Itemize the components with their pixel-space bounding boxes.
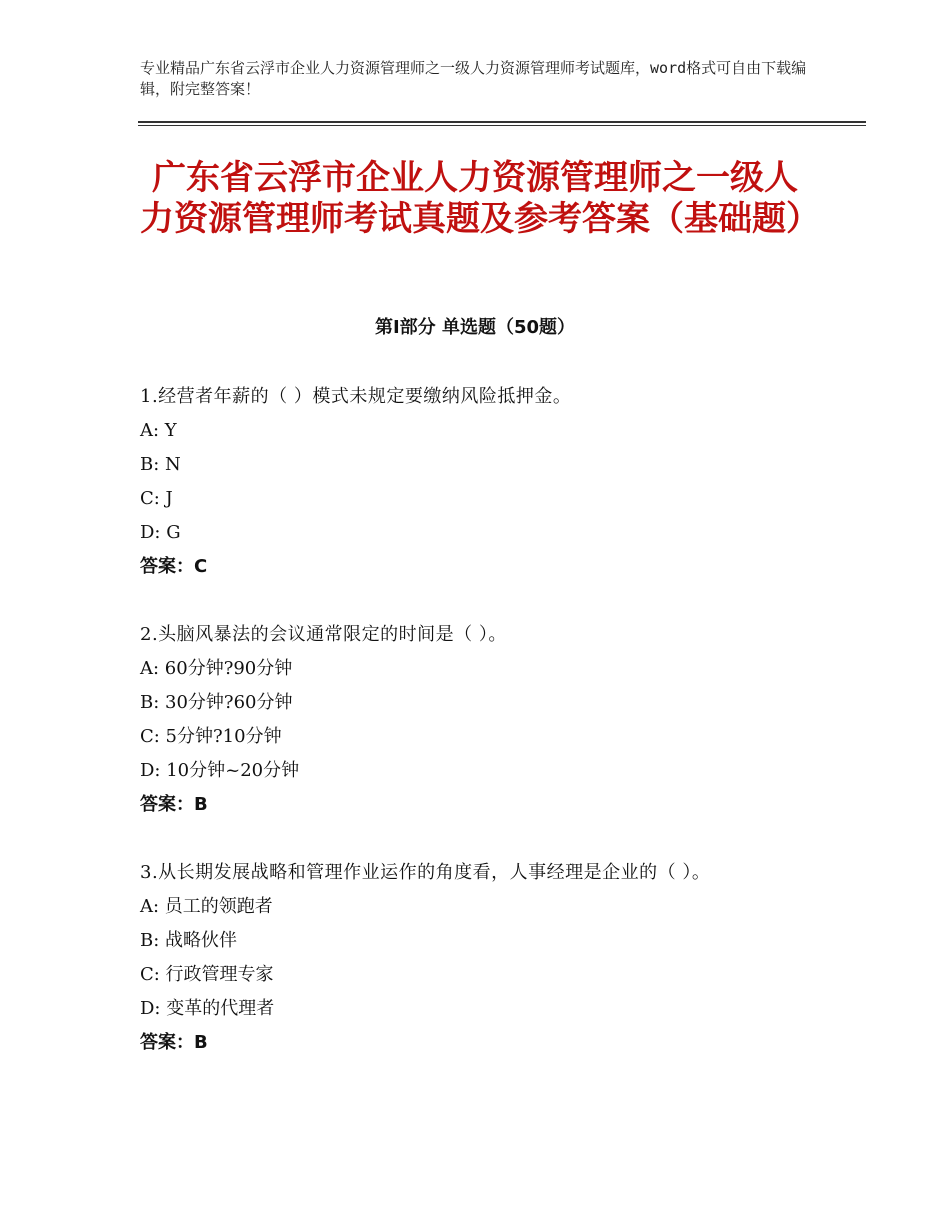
option-d: D: 10分钟~20分钟 bbox=[140, 760, 300, 781]
option-c: C: 行政管理专家 bbox=[140, 964, 274, 985]
option-b: B: 30分钟?60分钟 bbox=[140, 692, 293, 713]
option-b: B: 战略伙伴 bbox=[140, 930, 238, 951]
answer: 答案：B bbox=[140, 1032, 208, 1053]
question-stem: 3.从长期发展战略和管理作业运作的角度看，人事经理是企业的（ ）。 bbox=[140, 862, 711, 883]
question-stem: 2.头脑风暴法的会议通常限定的时间是（ ）。 bbox=[140, 624, 507, 645]
option-c: C: J bbox=[140, 488, 173, 509]
option-d: D: 变革的代理者 bbox=[140, 998, 275, 1019]
header-note: 专业精品广东省云浮市企业人力资源管理师之一级人力资源管理师考试题库，word格式可自由下载编辑，附完整答案！ bbox=[140, 59, 807, 98]
option-b: B: N bbox=[140, 454, 181, 475]
option-a: A: 60分钟?90分钟 bbox=[140, 658, 293, 679]
question-2 bbox=[140, 618, 780, 822]
answer: 答案：B bbox=[140, 794, 208, 815]
question-1 bbox=[140, 380, 780, 584]
option-c: C: 5分钟?10分钟 bbox=[140, 726, 282, 747]
answer: 答案：C bbox=[140, 556, 208, 577]
option-a: A: Y bbox=[140, 420, 177, 441]
header-divider-thick bbox=[138, 121, 866, 123]
option-d: D: G bbox=[140, 522, 181, 543]
question-3 bbox=[140, 856, 780, 1060]
document-title: 广东省云浮市企业人力资源管理师之一级人力资源管理师考试真题及参考答案（基础题） bbox=[140, 158, 820, 239]
option-a: A: 员工的领跑者 bbox=[140, 896, 273, 917]
header-divider-thin bbox=[138, 125, 866, 126]
section-title: 第Ⅰ部分 单选题（50题） bbox=[374, 317, 575, 338]
question-stem: 1.经营者年薪的（ ）模式未规定要缴纳风险抵押金。 bbox=[140, 386, 572, 407]
